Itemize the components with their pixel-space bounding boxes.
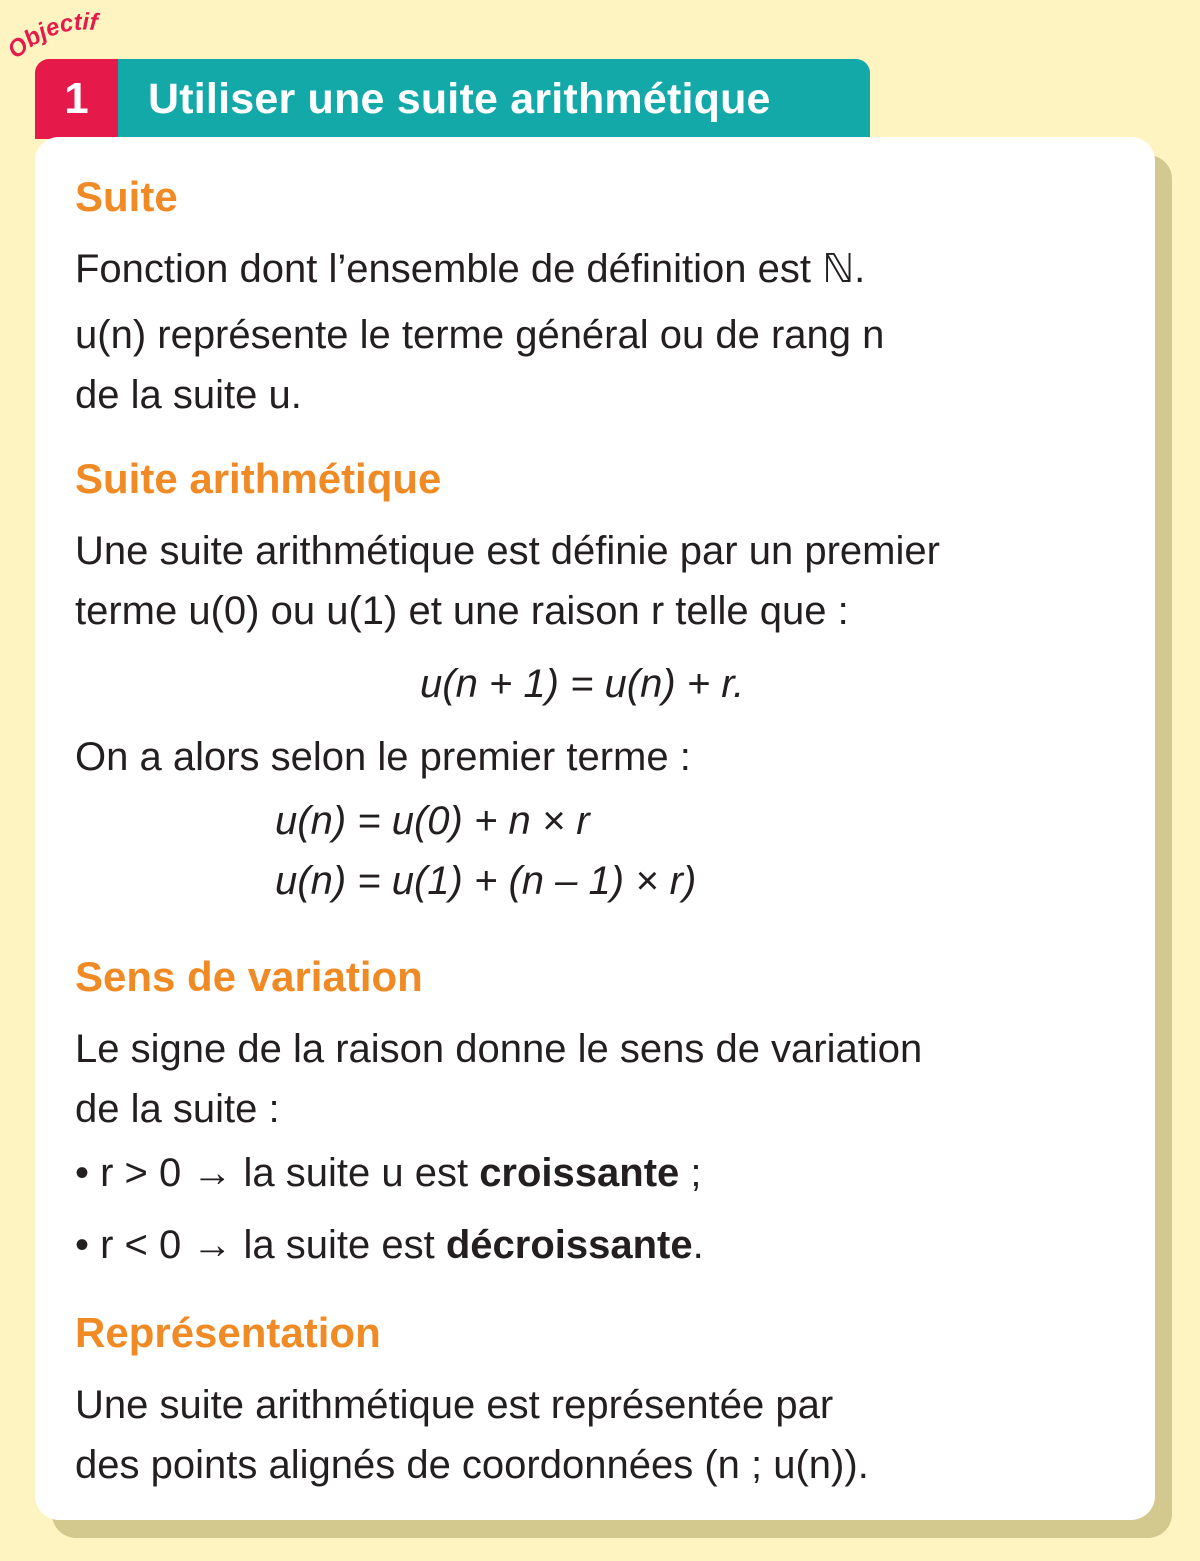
arith-line-3: On a alors selon le premier terme : [75, 735, 691, 779]
objectif-text: bjectif [19, 8, 99, 53]
bullet-croissante [75, 1148, 702, 1198]
objective-title: Utiliser une suite arithmétique [118, 59, 870, 139]
suite-line-3: de la suite u. [75, 373, 302, 417]
suite-line-1: Fonction dont l’ensemble de définition est ℕ. [75, 247, 866, 291]
heading-suite: Suite [75, 173, 178, 220]
bullet-croissante-text: • r > 0 → la suite u est [75, 1151, 480, 1195]
bullet-decroissante-text: • r < 0 → la suite est [75, 1223, 446, 1267]
bullet-croissante-end: ; [679, 1151, 702, 1195]
objective-number: 1 [35, 59, 118, 139]
explicit-formula-u0: u(n) = u(0) + n × r [275, 799, 590, 843]
repr-line-2: des points alignés de coordonnées (n ; u(n)). [75, 1443, 869, 1487]
content-card [35, 137, 1155, 1520]
bullet-decroissante [75, 1220, 704, 1270]
heading-suite-arithmetique: Suite arithmétique [75, 455, 442, 502]
bullet-decroissante-bold: décroissante [445, 1223, 693, 1267]
svg-text:Objectif [8, 8, 101, 64]
arith-line-2: terme u(0) ou u(1) et une raison r telle que : [75, 589, 849, 633]
explicit-formula-u1: u(n) = u(1) + (n – 1) × r) [275, 859, 697, 903]
arith-line-1: Une suite arithmétique est définie par un premier [75, 529, 940, 573]
sens-line-2: de la suite : [75, 1087, 280, 1131]
repr-line-1: Une suite arithmétique est représentée par [75, 1383, 834, 1427]
recurrence-formula: u(n + 1) = u(n) + r. [420, 662, 745, 706]
suite-line-2: u(n) représente le terme général ou de rang n [75, 313, 885, 357]
bullet-croissante-bold: croissante [479, 1151, 680, 1195]
bullet-decroissante-end: . [692, 1223, 704, 1267]
sens-line-1: Le signe de la raison donne le sens de variation [75, 1027, 923, 1071]
heading-sens-de-variation: Sens de variation [75, 953, 423, 1000]
heading-representation: Représentation [75, 1309, 381, 1356]
